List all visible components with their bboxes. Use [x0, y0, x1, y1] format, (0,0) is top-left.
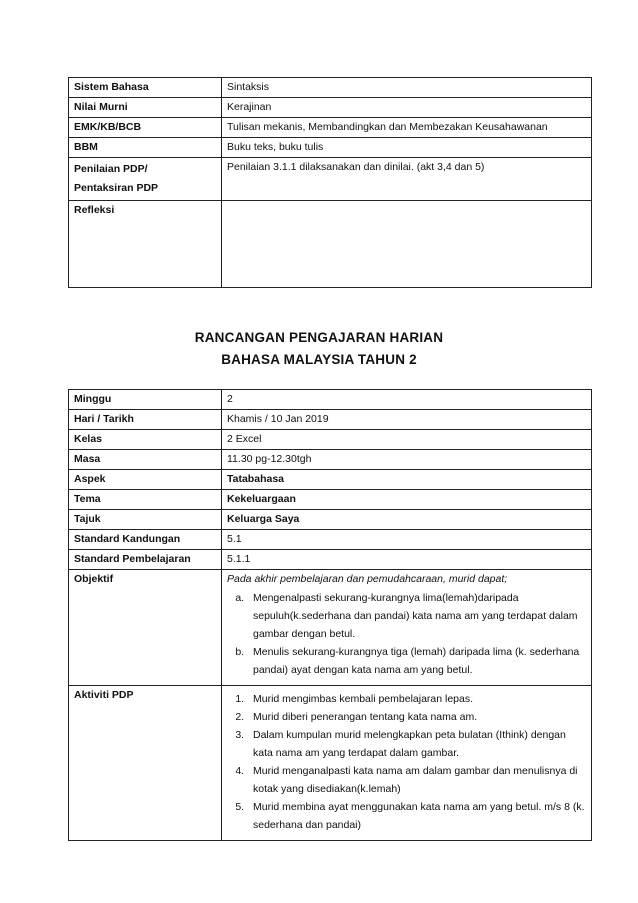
table-row	[69, 550, 592, 570]
row-label: Aktiviti PDP	[69, 686, 222, 841]
reflection-value	[222, 201, 592, 288]
table-row	[69, 490, 592, 510]
list-item: b. Menulis sekurang-kurangnya tiga (lemah) daripada lima (k. sederhana pandai) ayat dengan kata nama am yang betul.	[247, 643, 586, 679]
row-value: 2	[222, 390, 592, 410]
page-subtitle: BAHASA MALAYSIA TAHUN 2	[221, 352, 417, 367]
list-item: 3. Dalam kumpulan murid melengkapkan peta bulatan (Ithink) dengan kata nama am yang terdapat dalam gambar.	[247, 726, 586, 762]
row-label: Kelas	[69, 430, 222, 450]
row-label-line: Penilaian PDP/	[74, 163, 148, 175]
objective-cell	[222, 570, 592, 686]
row-label: Hari / Tarikh	[69, 410, 222, 430]
table-row	[69, 450, 592, 470]
row-label: Standard Kandungan	[69, 530, 222, 550]
row-label: Masa	[69, 450, 222, 470]
row-value: Kekeluargaan	[222, 490, 592, 510]
table-row	[69, 410, 592, 430]
row-label: Refleksi	[69, 201, 222, 288]
table-row	[69, 201, 592, 288]
row-label-line: Pentaksiran PDP	[74, 182, 159, 194]
lesson-plan-table	[68, 389, 592, 841]
page-title: RANCANGAN PENGAJARAN HARIAN	[194, 330, 444, 345]
row-label: Aspek	[69, 470, 222, 490]
list-item: 4. Murid menganalpasti kata nama am dalam gambar dan menulisnya di kotak yang disediakan(k.lemah)	[247, 762, 586, 798]
list-item: a. Mengenalpasti sekurang-kurangnya lima(lemah)daripada sepuluh(k.sederhana dan pandai) kata nama am yang terdapat dalam gambar dengan betul.	[247, 589, 586, 643]
list-item: 5. Murid membina ayat menggunakan kata nama am yang betul. m/s 8 (k. sederhana dan pandai)	[247, 798, 586, 834]
table-row	[69, 158, 592, 201]
table-row	[69, 78, 592, 98]
row-label-penilaian	[69, 158, 222, 201]
table-row	[69, 470, 592, 490]
row-label: Sistem Bahasa	[69, 78, 222, 98]
row-label: BBM	[69, 138, 222, 158]
table-row	[69, 138, 592, 158]
row-label: Objektif	[69, 570, 222, 686]
table-row	[69, 686, 592, 841]
row-value: 5.1.1	[222, 550, 592, 570]
row-label: Nilai Murni	[69, 98, 222, 118]
table-row	[69, 430, 592, 450]
table-row	[69, 118, 592, 138]
lesson-details-table	[68, 77, 592, 288]
table-row	[69, 570, 592, 686]
objective-list	[227, 589, 586, 679]
row-label: Tema	[69, 490, 222, 510]
row-value: Buku teks, buku tulis	[222, 138, 592, 158]
table-row	[69, 530, 592, 550]
row-label: Standard Pembelajaran	[69, 550, 222, 570]
table-row	[69, 510, 592, 530]
row-value: Keluarga Saya	[222, 510, 592, 530]
table-row	[69, 98, 592, 118]
row-value: 2 Excel	[222, 430, 592, 450]
row-value: Sintaksis	[222, 78, 592, 98]
row-value: Tatabahasa	[222, 470, 592, 490]
activity-list	[227, 690, 586, 834]
objective-intro: Pada akhir pembelajaran dan pemudahcaraan, murid dapat;	[227, 573, 508, 585]
activity-cell	[222, 686, 592, 841]
row-label: Minggu	[69, 390, 222, 410]
row-value: Khamis / 10 Jan 2019	[222, 410, 592, 430]
row-value: 11.30 pg-12.30tgh	[222, 450, 592, 470]
row-value: 5.1	[222, 530, 592, 550]
row-label: Tajuk	[69, 510, 222, 530]
row-label: EMK/KB/BCB	[69, 118, 222, 138]
row-value: Tulisan mekanis, Membandingkan dan Membezakan Keusahawanan	[222, 118, 592, 138]
row-value: Penilaian 3.1.1 dilaksanakan dan dinilai. (akt 3,4 dan 5)	[222, 158, 592, 201]
row-value: Kerajinan	[222, 98, 592, 118]
list-item: 2. Murid diberi penerangan tentang kata nama am.	[247, 708, 586, 726]
list-item: 1. Murid mengimbas kembali pembelajaran lepas.	[247, 690, 586, 708]
table-row	[69, 390, 592, 410]
